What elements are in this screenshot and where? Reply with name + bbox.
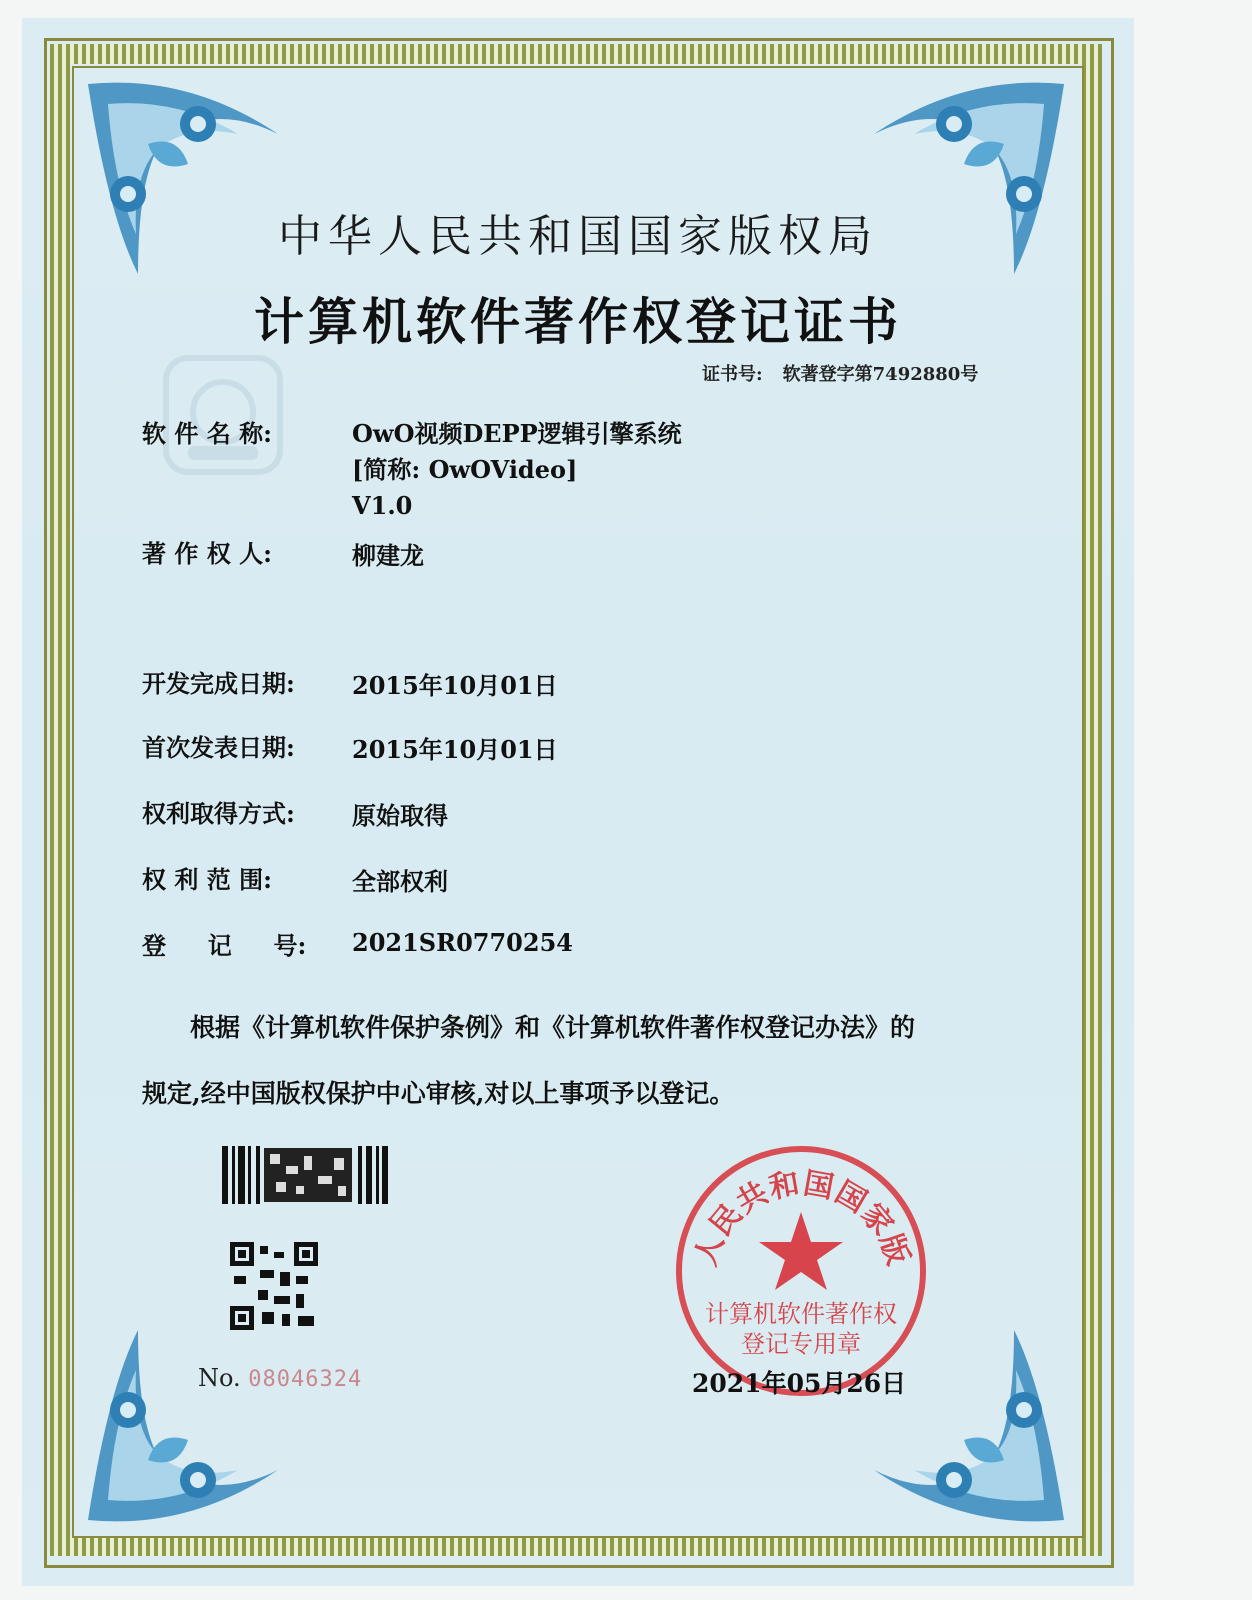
- software-name: OwO视频DEPP逻辑引擎系统: [352, 419, 682, 448]
- legal-statement-line1: 根据《计算机软件保护条例》和《计算机软件著作权登记办法》的: [190, 1013, 916, 1042]
- seal-line2: 登记专用章: [741, 1330, 861, 1358]
- software-name-row: [142, 416, 682, 524]
- acquire-method-row: [142, 796, 448, 832]
- field-label: 著 作 权 人:: [142, 539, 272, 568]
- official-seal: [672, 1142, 930, 1400]
- owner-value: 柳建龙: [352, 541, 424, 570]
- pub-date-value: 2015年10月01日: [352, 735, 558, 764]
- registration-number-value: 2021SR0770254: [352, 928, 573, 957]
- qr-code-icon: [230, 1242, 318, 1330]
- field-label: 软 件 名 称:: [142, 419, 272, 448]
- scope-row: [142, 862, 448, 898]
- corner-ornament: [78, 1320, 288, 1530]
- certificate-number: [702, 360, 978, 386]
- acquire-method-value: 原始取得: [352, 801, 448, 830]
- software-name-value: [352, 416, 682, 524]
- dev-date-value: 2015年10月01日: [352, 671, 558, 700]
- issuer-name: 中华人民共和国国家版权局: [278, 211, 878, 262]
- serial-number: [198, 1364, 362, 1392]
- field-label: 权 利 范 围:: [142, 865, 272, 894]
- owner-row: [142, 536, 424, 572]
- software-version: V1.0: [352, 491, 413, 520]
- field-label: 首次发表日期:: [142, 733, 295, 762]
- scope-value: 全部权利: [352, 867, 448, 896]
- pub-date-row: [142, 730, 558, 766]
- barcode-icon: [222, 1146, 388, 1204]
- serial-prefix: No.: [198, 1364, 241, 1392]
- legal-statement-line2: 规定,经中国版权保护中心审核,对以上事项予以登记。: [142, 1079, 735, 1108]
- registration-number-row: [142, 928, 573, 964]
- software-short-name: [简称: OwOVideo]: [352, 455, 578, 484]
- certificate-title: 计算机软件著作权登记证书: [254, 292, 902, 351]
- field-label: 权利取得方式:: [142, 799, 295, 828]
- field-label: 登 记 号:: [142, 931, 307, 960]
- certificate-number-value: 软著登字第7492880号: [782, 364, 979, 385]
- issue-date: 2021年05月26日: [692, 1369, 907, 1398]
- certificate-number-label: 证书号:: [702, 364, 763, 385]
- field-label: 开发完成日期:: [142, 669, 295, 698]
- seal-top-text: 人民共和国国家版: [688, 1166, 916, 1271]
- seal-line1: 计算机软件著作权: [705, 1300, 897, 1328]
- serial-value: 08046324: [248, 1367, 363, 1392]
- dev-date-row: [142, 666, 558, 702]
